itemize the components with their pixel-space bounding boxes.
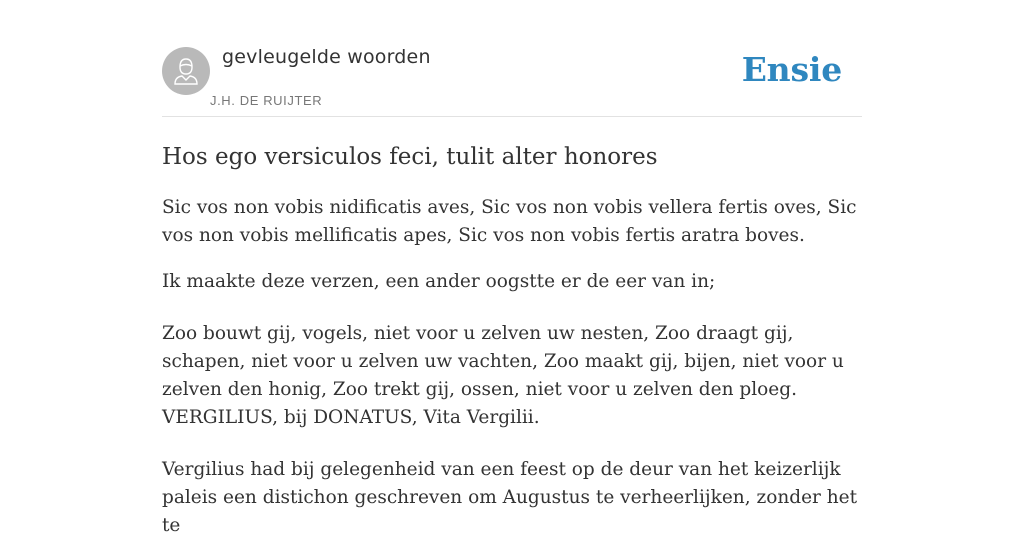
entry-paragraph: Ik maakte deze verzen, een ander oogstte er de eer van in; [162, 271, 716, 292]
page-content [162, 0, 862, 540]
author-link[interactable]: J.H. DE RUIJTER [210, 93, 323, 108]
page-header [162, 0, 862, 117]
ensie-logo[interactable]: Ensie [741, 50, 842, 89]
entry-paragraph: Sic vos non vobis nidificatis aves, Sic vos non vobis vellera fertis oves, Sic vos non vobis mellificatis apes, Sic vos non vobis fertis aratra boves. [162, 197, 857, 246]
book-title-link[interactable]: gevleugelde woorden [222, 46, 431, 68]
user-avatar-icon[interactable] [162, 47, 210, 95]
entry-paragraph: Zoo bouwt gij, vogels, niet voor u zelven uw nesten, Zoo draagt gij, schapen, niet voor u zelven uw vachten, Zoo maakt gij, bijen, niet voor u zelven den honig, Zoo trekt gij, ossen, niet voor u zelven den ploeg. VERGILIUS, bij DONATUS, Vita Vergilii. [162, 323, 844, 428]
entry-paragraph: Vergilius had bij gelegenheid van een feest op de deur van het keizerlijk paleis een distichon geschreven om Augustus te verheerlijken, zonder het te [162, 459, 858, 536]
entry-title: Hos ego versiculos feci, tulit alter honores [162, 144, 658, 170]
